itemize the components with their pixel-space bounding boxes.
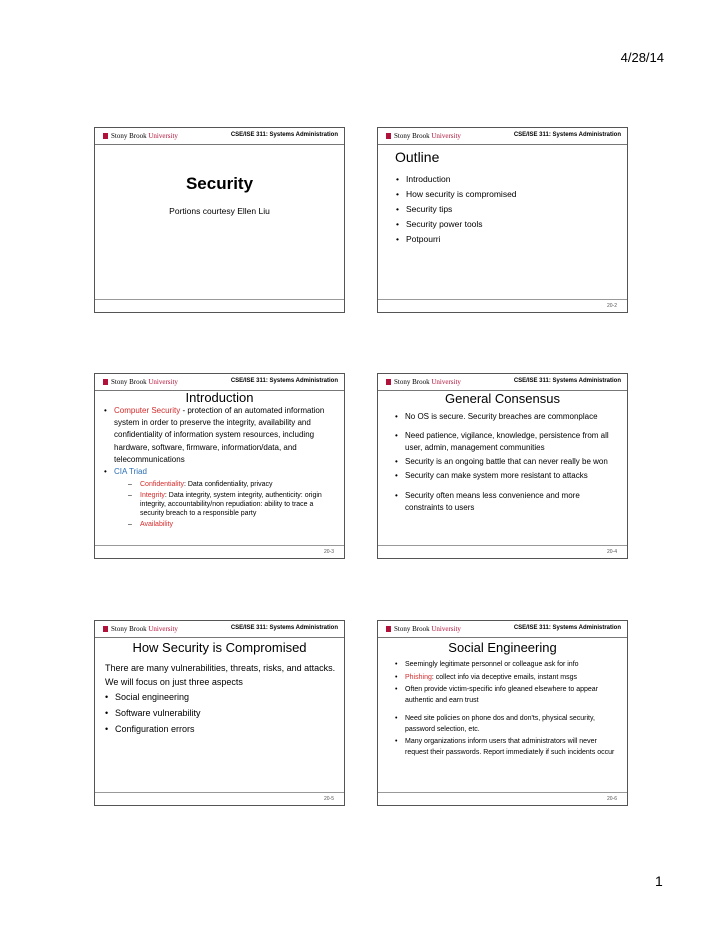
list-item: • Phishing: collect info via deceptive emails, instant msgs: [395, 673, 619, 684]
course-title: CSE/ISE 311: Systems Administration: [230, 625, 338, 631]
slide-number: 20-2: [606, 303, 617, 309]
slide-title: Social Engineering: [448, 640, 557, 655]
university-logo: Stony Brook University: [386, 625, 461, 633]
sub-item: – Integrity: Data integrity, system integrity, authenticity: origin integrity, accountability/non repudiation: ability to trace a security breach to a responsible party: [114, 491, 338, 518]
list-item: • Security tips: [396, 202, 619, 217]
list-item: • Software vulnerability: [105, 705, 336, 721]
list-item: • No OS is secure. Security breaches are commonplace: [395, 411, 619, 423]
list-item: [104, 466, 338, 529]
list-item: • Security often means less convenience and more constraints to users: [395, 490, 619, 514]
list-item: • Potpourri: [396, 232, 619, 247]
slide-number: 20-3: [323, 549, 334, 555]
slide-subtitle: Portions courtesy Ellen Liu: [169, 206, 270, 216]
list-item: • Social engineering: [105, 689, 336, 705]
slide-footer: [95, 792, 344, 793]
slide-title: General Consensus: [445, 391, 560, 406]
list-item: • Security is an ongoing battle that can never really be won: [395, 456, 619, 468]
slide-introduction: [94, 373, 345, 559]
list-item: • Configuration errors: [105, 721, 336, 737]
list-item: • Security can make system more resistant to attacks: [395, 470, 619, 482]
slide-header: [95, 621, 344, 638]
slide-header: [378, 128, 627, 145]
aspects-list: [105, 689, 336, 737]
university-logo: Stony Brook University: [386, 132, 461, 140]
slide-header: [95, 128, 344, 145]
slide-outline: [377, 127, 628, 313]
logo-mark-icon: [103, 379, 108, 385]
logo-mark-icon: [386, 133, 391, 139]
slide-intro-text: There are many vulnerabilities, threats, risks, and attacks. We will focus on just three aspects: [105, 663, 336, 687]
course-title: CSE/ISE 311: Systems Administration: [513, 625, 621, 631]
sub-item: – Availability: [114, 520, 338, 529]
term-phishing: Phishing: [405, 673, 432, 681]
logo-mark-icon: [386, 379, 391, 385]
slide-number: 20-5: [323, 796, 334, 802]
logo-mark-icon: [103, 626, 108, 632]
course-title: CSE/ISE 311: Systems Administration: [513, 132, 621, 138]
consensus-list: [395, 411, 619, 514]
list-item: • Many organizations inform users that administrators will never request their passwords. Report immediately if such incidents occur: [395, 737, 619, 758]
logo-mark-icon: [103, 133, 108, 139]
slide-header: [95, 374, 344, 391]
slide-number: 20-6: [606, 796, 617, 802]
slide-title: Outline: [395, 149, 440, 165]
course-title: CSE/ISE 311: Systems Administration: [230, 132, 338, 138]
slide-number: 20-4: [606, 549, 617, 555]
page-number: 1: [655, 873, 663, 889]
list-item: • How security is compromised: [396, 187, 619, 202]
university-logo: Stony Brook University: [103, 625, 178, 633]
list-item: • Need patience, vigilance, knowledge, persistence from all user, admin, management communities: [395, 430, 619, 454]
sub-item: – Confidentiality: Data confidentiality, privacy: [114, 480, 338, 489]
slide-footer: [378, 792, 627, 793]
university-logo: Stony Brook University: [103, 378, 178, 386]
list-item: • Computer Security - protection of an automated information system in order to preserve the integrity, availability and confidentiality of information system resources, including hardware, software, firmware, information/data, and telecommunications: [104, 405, 338, 466]
slide-how-security-compromised: [94, 620, 345, 806]
slide-header: [378, 621, 627, 638]
page-date: 4/28/14: [620, 50, 664, 65]
list-item: • Need site policies on phone dos and don'ts, physical security, password selection, etc.: [395, 714, 619, 735]
slide-security-title: [94, 127, 345, 313]
slide-footer: [95, 299, 344, 300]
slide-title: Introduction: [185, 390, 254, 405]
term-cia-triad: CIA Triad: [114, 467, 147, 477]
list-item: • Often provide victim-specific info gleaned elsewhere to appear authentic and earn trust: [395, 685, 619, 706]
university-logo: Stony Brook University: [103, 132, 178, 140]
slide-social-engineering: [377, 620, 628, 806]
course-title: CSE/ISE 311: Systems Administration: [230, 378, 338, 384]
term-computer-security: Computer Security: [114, 406, 181, 415]
list-item: • Introduction: [396, 172, 619, 187]
slide-footer: [378, 299, 627, 300]
list-item: • Security power tools: [396, 217, 619, 232]
slide-general-consensus: [377, 373, 628, 559]
slide-footer: [95, 545, 344, 546]
slide-title: Security: [185, 174, 254, 193]
slide-footer: [378, 545, 627, 546]
university-logo: Stony Brook University: [386, 378, 461, 386]
outline-list: [396, 172, 619, 247]
list-item: • Seemingly legitimate personnel or colleague ask for info: [395, 660, 619, 671]
slide-title: How Security is Compromised: [132, 640, 307, 655]
slide-header: [378, 374, 627, 391]
social-engineering-list: [395, 660, 619, 758]
course-title: CSE/ISE 311: Systems Administration: [513, 378, 621, 384]
logo-mark-icon: [386, 626, 391, 632]
intro-list: [104, 405, 338, 529]
